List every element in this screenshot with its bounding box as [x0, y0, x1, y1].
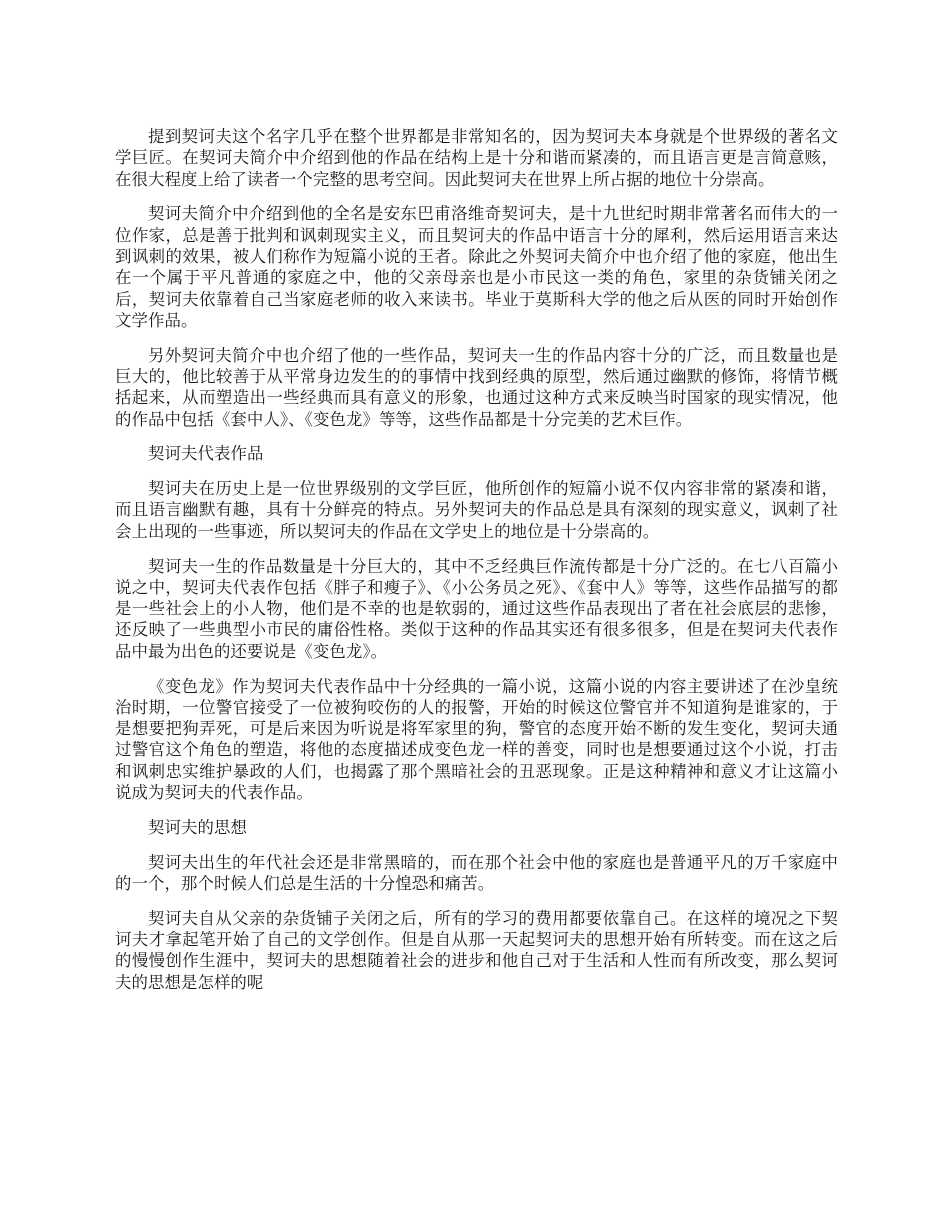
- section-heading-representative-works: 契诃夫代表作品: [148, 444, 264, 464]
- section-heading-thought: 契诃夫的思想: [148, 817, 247, 837]
- document-page: [115, 126, 838, 1006]
- paragraph-chameleon: 《变色龙》作为契诃夫代表作品中十分经典的一篇小说，这篇小说的内容主要讲述了在沙皇统治时期，一位警官接受了一位被狗咬伤的人的报警，开始的时候这位警官并不知道狗是谁家的，于是想要把狗弄死，可是后来因为听说是将军家里的狗，警官的态度开始不断的发生变化，契诃夫通过警官这个角色的塑造，将他的态度描述成变色龙一样的善变，同时也是想要通过这个小说，打击和讽刺忠实维护暴政的人们，也揭露了那个黑暗社会的丑恶现象。正是这种精神和意义才让这篇小说成为契诃夫的代表作品。: [115, 676, 838, 803]
- paragraph-thought-change: 契诃夫自从父亲的杂货铺子关闭之后，所有的学习的费用都要依靠自己。在这样的境况之下契诃夫才拿起笔开始了自己的文学创作。但是自从那一天起契诃夫的思想开始有所转变。而在这之后的慢慢创作生涯中，契诃夫的思想随着社会的进步和他自己对于生活和人性而有所改变，那么契诃夫的思想是怎样的呢: [115, 908, 838, 992]
- paragraph-era: 契诃夫出生的年代社会还是非常黑暗的，而在那个社会中他的家庭也是普通平凡的万千家庭中的一个，那个时候人们总是生活的十分惶恐和痛苦。: [115, 852, 838, 893]
- paragraph-works-list: 契诃夫一生的作品数量是十分巨大的，其中不乏经典巨作流传都是十分广泛的。在七八百篇小说之中，契诃夫代表作包括《胖子和瘦子》、《小公务员之死》、《套中人》等等，这些作品描写的都是一些社会上的小人物，他们是不幸的也是软弱的，通过这些作品表现出了者在社会底层的悲惨，还反映了一些典型小市民的庸俗性格。类似于这种的作品其实还有很多很多，但是在契诃夫代表作品中最为出色的还要说是《变色龙》。: [115, 556, 838, 661]
- paragraph-intro: 提到契诃夫这个名字几乎在整个世界都是非常知名的，因为契诃夫本身就是个世界级的著名文学巨匠。在契诃夫简介中介绍到他的作品在结构上是十分和谐而紧凑的，而且语言更是言简意赅，在很大程度上给了读者一个完整的思考空间。因此契诃夫在世界上所占据的地位十分崇高。: [115, 127, 838, 189]
- paragraph-literary-status: 契诃夫在历史上是一位世界级别的文学巨匠，他所创作的短篇小说不仅内容非常的紧凑和谐，而且语言幽默有趣，具有十分鲜亮的特点。另外契诃夫的作品总是具有深刻的现实意义，讽刺了社会上出现的一些事迹，所以契诃夫的作品在文学史上的地位是十分崇高的。: [115, 479, 838, 541]
- paragraph-works-overview: 另外契诃夫简介中也介绍了他的一些作品，契诃夫一生的作品内容十分的广泛，而且数量也是巨大的，他比较善于从平常身边发生的的事情中找到经典的原型，然后通过幽默的修饰，将情节概括起来，从而塑造出一些经典而具有意义的形象，也通过这种方式来反映当时国家的现实情况，他的作品中包括《套中人》、《变色龙》等等，这些作品都是十分完美的艺术巨作。: [115, 345, 838, 429]
- paragraph-biography: 契诃夫简介中介绍到他的全名是安东巴甫洛维奇契诃夫，是十九世纪时期非常著名而伟大的一位作家，总是善于批判和讽刺现实主义，而且契诃夫的作品中语言十分的犀利，然后运用语言来达到讽刺的效果，被人们称作为短篇小说的王者。除此之外契诃夫简介中也介绍了他的家庭，他出生在一个属于平凡普通的家庭之中，他的父亲母亲也是小市民这一类的角色，家里的杂货铺关闭之后，契诃夫依靠着自己当家庭老师的收入来读书。毕业于莫斯科大学的他之后从医的同时开始创作文学作品。: [115, 204, 838, 330]
